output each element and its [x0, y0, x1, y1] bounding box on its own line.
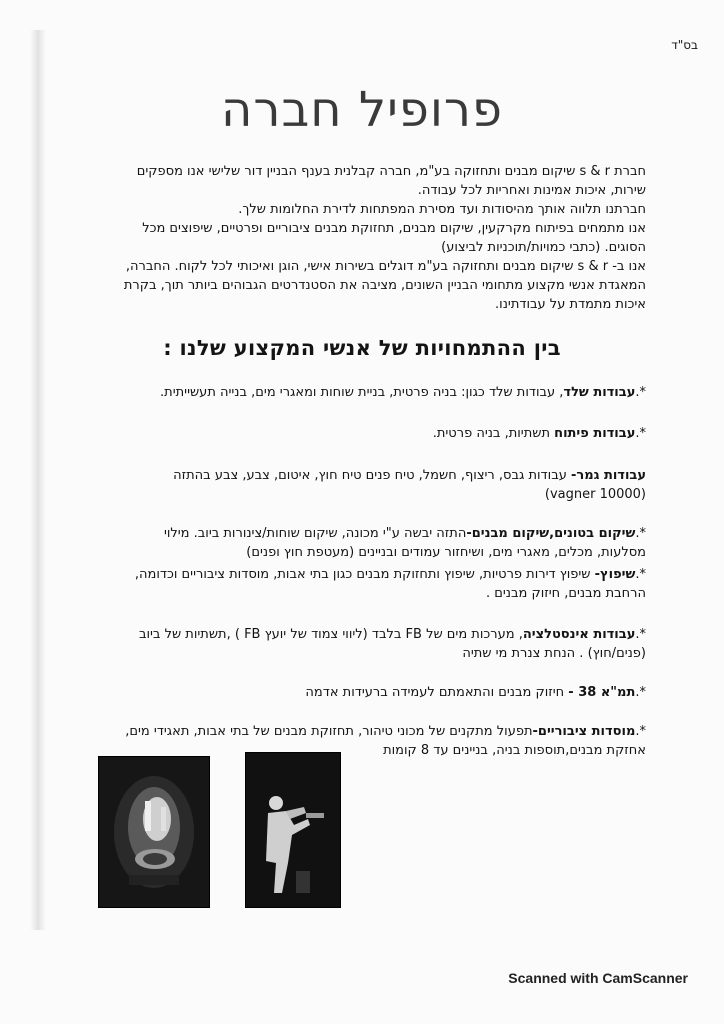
specialty-item: *.שיקום בטונים,שיקום מבנים-התזה יבשה ע"י מכונה, שיקום שוחות/צינורות ביוב. מילוי מסלעות, מכלים, מאגרי מים, ושיחזור עמודים ובניינים (מעטפת חוץ ופנים) — [163, 526, 646, 560]
intro-line: אנו מתמחים בפיתוח מקרקעין, שיקום מבנים, תחזוקת מבנים ציבוריים ופרטיים, שיפוצים מכל — [142, 221, 646, 236]
header-besad: בס"ד — [671, 38, 698, 52]
worker-in-protective-suit-photo — [245, 752, 341, 908]
specialties-heading: בין ההתמחויות של אנשי המקצוע שלנו : — [163, 336, 561, 360]
specialty-label: שיפוץ- — [594, 567, 636, 582]
intro-line: איכות מתמדת על עבודתינו. — [495, 297, 646, 312]
page-title: פרופיל חברה — [221, 82, 503, 138]
specialty-label: עבודות אינסטלציה — [522, 627, 636, 642]
intro-line: אנו ב- s & r שיקום מבנים ותחזוקה בע"מ דוגלים בשירות אישי, הוגן ואיכותי לכל לקוח. החברה, — [125, 259, 646, 274]
worker-in-pipe-photo — [98, 756, 210, 908]
specialty-label: שיקום בטונים,שיקום מבנים- — [466, 526, 636, 541]
scanner-watermark: Scanned with CamScanner — [508, 970, 688, 986]
specialty-label: מוסדות ציבוריים- — [532, 724, 636, 739]
specialty-label: תמ"א 38 - — [568, 685, 636, 700]
specialty-item: *.תמ"א 38 - חיזוק מבנים והתאמתם לעמידה ברעידות אדמה — [305, 685, 646, 700]
intro-line: חברת s & r שיקום מבנים ותחזוקה בע"מ, חברה קבלנית בענף הבניין דור שלישי אנו מספקים — [136, 164, 646, 179]
intro-line: חברתנו תלווה אותך מהיסודות ועד מסירת המפתחות לדירת החלומות שלך. — [238, 202, 646, 217]
specialty-item: *.שיפוץ- שיפוץ דירות פרטיות, שיפוץ ותחזוקת מבנים כגון בתי אבות, מוסדות ציבוריים וכדומה, הרחבת מבנים, חיזוק מבנים . — [134, 567, 646, 601]
specialty-item: *.עבודות אינסטלציה, מערכות מים של FB בלבד (ליווי צמוד של יועץ FB ) ,תשתיות של ביוב (פנים/חוץ) . הנחת צנרת מי שתיה — [138, 627, 646, 661]
specialty-label: עבודות שלד — [563, 385, 636, 400]
specialty-item: עבודות גמר- עבודות גבס, ריצוף, חשמל, טיח פנים טיח חוץ, איטום, צבע, צבע בהתזה (vagner 10000) — [173, 468, 646, 502]
scan-shadow — [30, 30, 46, 930]
intro-paragraph — [86, 162, 646, 314]
specialty-item: *.עבודות שלד, עבודות שלד כגון: בניה פרטית, בניית שוחות ומאגרי מים, בנייה תעשייתית. — [160, 385, 646, 400]
intro-line: המאגדת אנשי מקצוע מתחומי הבניין השונים, מציבה את הסטנדרטים הגבוהים ביותר תוך, בקרת — [123, 278, 646, 293]
specialty-item: *.מוסדות ציבוריים-תפעול מתקנים של מכוני טיהור, תחזוקת מבנים של בתי אבות, תאגידי מים, אחזקת מבנים,תוספות בניה, בניינים עד 8 קומות — [125, 724, 646, 758]
intro-line: הסוגים. (כתבי כמויות/תוכניות לביצוע) — [441, 240, 646, 255]
specialty-label: עבודות גמר- — [571, 468, 646, 483]
specialty-label: עבודות פיתוח — [554, 426, 636, 441]
specialty-item: *.עבודות פיתוח תשתיות, בניה פרטית. — [432, 426, 646, 441]
intro-line: שירות, איכות אמינות ואחריות לכל עבודה. — [417, 183, 646, 198]
